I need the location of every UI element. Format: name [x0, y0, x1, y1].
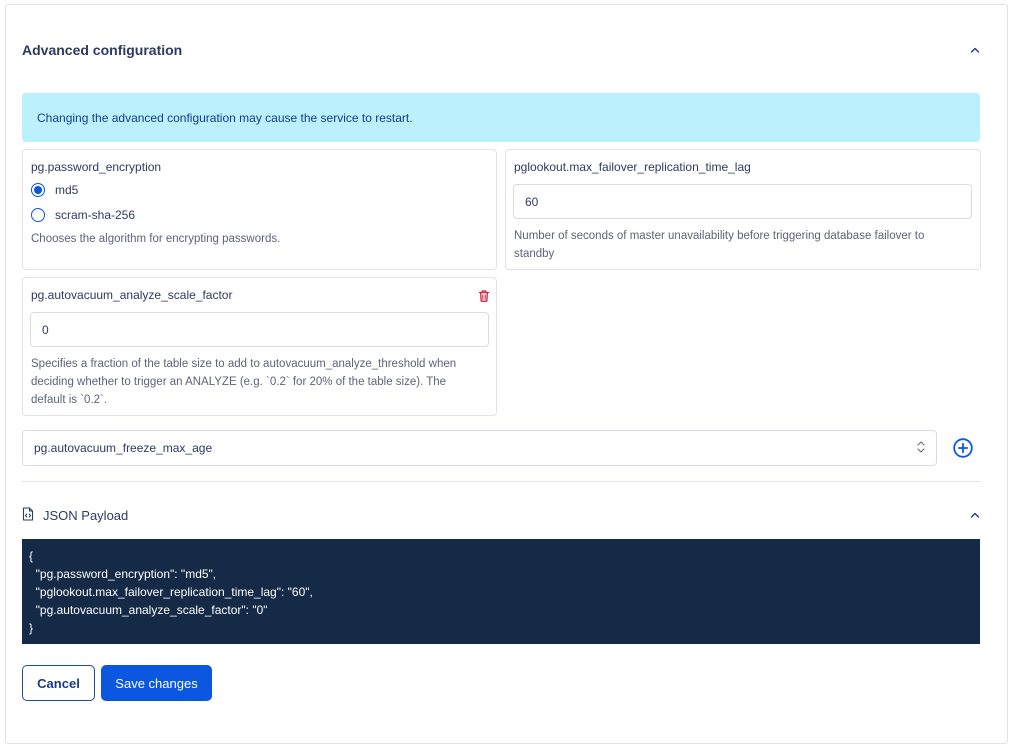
json-payload-code: { "pg.password_encryption": "md5", "pglookout.max_failover_replication_time_lag": "60", "pg.autovacuum_analyze_scale_factor": "0" } — [22, 539, 980, 644]
analyze-scale-description-3: default is `0.2`. — [31, 394, 108, 406]
analyze-scale-description-2: deciding whether to trigger an ANALYZE (e.g. `0.2` for 20% of the table size). The — [31, 376, 447, 388]
section-header[interactable] — [22, 38, 982, 62]
failover-lag-label: pglookout.max_failover_replication_time_lag — [514, 160, 751, 174]
trash-icon[interactable] — [477, 289, 491, 303]
save-changes-button[interactable]: Save changes — [101, 665, 212, 701]
radio-option-md5[interactable] — [31, 183, 78, 197]
json-payload-title: JSON Payload — [43, 507, 129, 523]
cancel-button[interactable]: Cancel — [22, 665, 95, 701]
add-parameter-select[interactable] — [22, 430, 937, 466]
failover-lag-description-1: Number of seconds of master unavailability before triggering database failover to — [514, 230, 925, 242]
analyze-scale-input[interactable] — [30, 312, 489, 347]
failover-lag-panel — [505, 149, 981, 270]
chevron-up-icon[interactable] — [968, 43, 982, 57]
section-divider — [22, 481, 981, 482]
password-encryption-label: pg.password_encryption — [31, 160, 162, 174]
add-parameter-button[interactable] — [952, 437, 974, 459]
password-encryption-description: Chooses the algorithm for encrypting passwords. — [31, 233, 281, 245]
radio-option-scram[interactable] — [31, 208, 135, 222]
radio-md5-label: md5 — [55, 183, 79, 197]
json-payload-header[interactable] — [22, 505, 982, 525]
restart-warning-alert — [22, 93, 980, 142]
radio-scram-label: scram-sha-256 — [55, 208, 136, 222]
analyze-scale-description-1: Specifies a fraction of the table size to add to autovacuum_analyze_threshold when — [31, 358, 457, 370]
analyze-scale-panel — [22, 277, 497, 416]
radio-scram-sha-256[interactable] — [31, 208, 45, 222]
chevron-up-down-icon — [916, 440, 926, 457]
failover-lag-description-2: standby — [514, 248, 555, 260]
analyze-scale-label: pg.autovacuum_analyze_scale_factor — [31, 288, 233, 302]
radio-md5[interactable] — [31, 183, 45, 197]
failover-lag-input[interactable] — [513, 184, 972, 219]
password-encryption-panel — [22, 149, 497, 270]
file-code-icon — [22, 507, 34, 524]
add-parameter-selected-value: pg.autovacuum_freeze_max_age — [34, 441, 213, 455]
chevron-up-icon[interactable] — [968, 508, 982, 522]
alert-text: Changing the advanced configuration may cause the service to restart. — [37, 110, 413, 125]
section-title: Advanced configuration — [22, 42, 183, 58]
